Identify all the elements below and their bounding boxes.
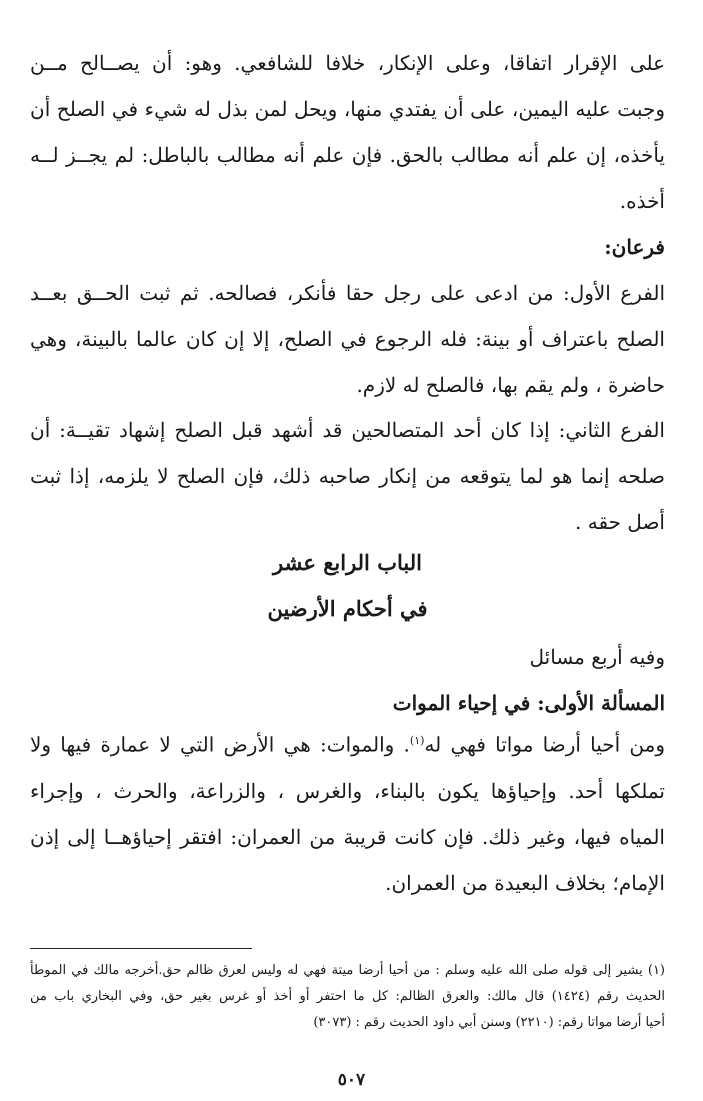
text-line: حاضرة ، ولم يقم بها، فالصلح له لازم. [356, 373, 665, 397]
paragraph-branch-two [30, 407, 665, 545]
text-line: المياه فيها، وغير ذلك. فإن كانت قريبة من العمران: افتقر إحياؤهــا إلى إذن [30, 824, 665, 849]
text-segment: ومن أحيا أرضا مواتا فهي له [424, 732, 665, 757]
chapter-subtitle: في أحكام الأرضين [267, 596, 428, 621]
footnote-line: الحديث رقم (١٤٢٤) قال مالك: والعرق الظالم: كل ما احتفر أو أخذ أو غرس بغير حق، وفي البخاري باب من [30, 989, 665, 1004]
text-line: على الإقرار اتفاقا، وعلى الإنكار، خلافا للشافعي. وهو: أن يصــالح مــن [30, 51, 665, 75]
text-line: أخذه. [619, 189, 665, 213]
chapter-title: الباب الرابع عشر [273, 550, 422, 575]
text-line: الإمام؛ بخلاف البعيدة من العمران. [385, 870, 665, 895]
text-line: وجبت عليه اليمين، على أن يفتدي منها، ويحل لمن بذل له شيء في الصلح أن [30, 97, 665, 121]
text-segment: . والموات: هي الأرض التي لا عمارة فيها ولا [30, 732, 410, 757]
text-line: أصل حقه . [575, 510, 665, 534]
text-line [30, 718, 665, 768]
heading-branches: فرعان: [604, 235, 665, 259]
footnote-line: (١) يشير إلى قوله صلى الله عليه وسلم : من أحيا أرضا ميتة فهي له وليس لعرق ظالم حق.أخرجه مالك في الموطأ [30, 963, 665, 978]
intro-line: وفيه أربع مسائل [529, 645, 665, 669]
footnote-marker: (١) [409, 734, 425, 747]
paragraph-reconciliation [30, 40, 665, 224]
text-line: الصلح باعتراف أو بينة: فله الرجوع في الصلح، إلا إن كان عالما بالبينة، وهي [30, 327, 665, 351]
text-line: الفرع الأول: من ادعى على رجل حقا فأنكر، فصالحه. ثم ثبت الحــق بعــد [30, 281, 665, 305]
page-number: ٥٠٧ [337, 1070, 366, 1090]
text-line: الفرع الثاني: إذا كان أحد المتصالحين قد أشهد قبل الصلح إشهاد تقيــة: أن [30, 418, 665, 442]
paragraph-issue-one [30, 718, 665, 906]
footnote [30, 958, 665, 1036]
footnote-separator [30, 948, 252, 949]
issue-one-title: المسألة الأولى: في إحياء الموات [392, 691, 665, 715]
text-line: يأخذه، إن علم أنه مطالب بالحق. فإن علم أنه مطالب بالباطل: لم يجــز لــه [30, 143, 665, 167]
paragraph-branch-one [30, 270, 665, 408]
footnote-line: أحيا أرضا مواتا رقم: (٢٢١٠) وسنن أبي داود الحديث رقم : (٣٠٧٣) [313, 1015, 665, 1030]
text-line: صلحه إنما هو لما يتوقعه من إنكار صاحبه ذلك، فإن الصلح لا يلزمه، إذا ثبت [30, 464, 665, 488]
text-line: تملكها أحد. وإحياؤها يكون بالبناء، والغرس ، والزراعة، والحرث ، وإجراء [30, 778, 665, 803]
